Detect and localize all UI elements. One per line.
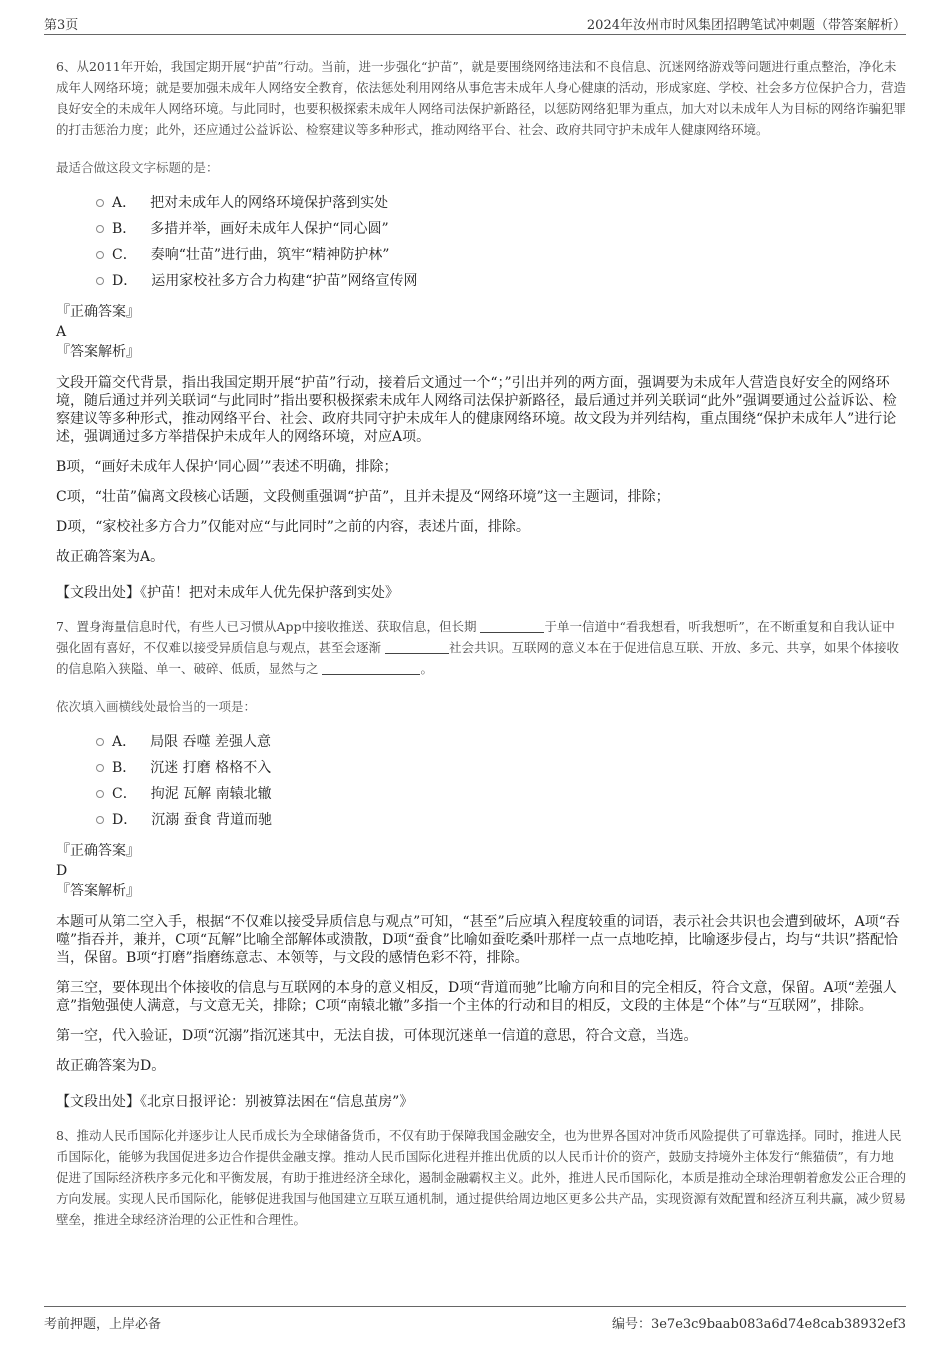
question-6: [56, 56, 906, 602]
document-id: 编号：3e7e3c9baab083a6d74e8cab38932ef3: [611, 1317, 906, 1332]
question-8: [56, 1125, 906, 1230]
radio-icon[interactable]: [96, 199, 104, 207]
option-letter: B．: [112, 221, 137, 237]
option-letter: D．: [112, 273, 138, 289]
analysis-paragraph: 第三空，要体现出个体接收的信息与互联网的本身的意义相反，D项“背道而驰”比喻方向和目的完全相反，符合文意，保留。A项“差强人意”指勉强使人满意，与文意无关，排除；C项“南辕北辙”多指一个主体的行动和目的相反，文段的主体是“个体”与“互联网”，排除。: [56, 980, 897, 1014]
analysis-label: 『答案解析』: [56, 883, 140, 899]
option-letter: B．: [112, 760, 137, 776]
radio-icon[interactable]: [96, 277, 104, 285]
option-letter: A．: [112, 734, 137, 750]
option-d[interactable]: [96, 268, 906, 294]
option-c[interactable]: [96, 242, 906, 268]
question-text-part: 7、置身海量信息时代，有些人已习惯从App中接收推送、获取信息，但长期: [56, 619, 481, 634]
option-letter: C．: [112, 247, 137, 263]
fill-blank: [480, 619, 544, 633]
main-content: [56, 56, 906, 1230]
option-text: 多措并举，画好未成年人保护“同心圆”: [150, 221, 389, 237]
question-text-part: 社会共识。互联网的意义本在于促进信息互联、开放、多元、共享，如果个体接收的信息陷入狭隘、单一、破碎、低质，显然与之: [56, 640, 899, 676]
option-letter: C．: [112, 786, 137, 802]
source-citation: 【文段出处】《护苗！把对未成年人优先保护落到实处》: [56, 585, 399, 601]
option-d[interactable]: [96, 807, 906, 833]
option-c[interactable]: [96, 781, 906, 807]
answer-block: [56, 841, 906, 901]
question-7: [56, 616, 906, 1111]
option-text: 沉溺 蚕食 背道而驰: [151, 812, 273, 828]
page-number: 第3页: [44, 18, 79, 33]
radio-icon[interactable]: [96, 764, 104, 772]
analysis-paragraph: 故正确答案为D。: [56, 1058, 166, 1074]
page-footer: [44, 1306, 906, 1332]
option-text: 沉迷 打磨 格格不入: [150, 760, 272, 776]
question-prompt: 最适合做这段文字标题的是：: [56, 160, 219, 175]
analysis-label: 『答案解析』: [56, 344, 140, 360]
option-text: 把对未成年人的网络环境保护落到实处: [150, 195, 389, 211]
radio-icon[interactable]: [96, 790, 104, 798]
answer-value: A: [56, 324, 67, 340]
question-prompt: 依次填入画横线处最恰当的一项是：: [56, 699, 257, 714]
analysis-paragraph: 文段开篇交代背景，指出我国定期开展“护苗”行动，接着后文通过一个“；”引出并列的两方面，强调要为未成年人营造良好安全的网络环境，随后通过并列关联词“与此同时”指出要积极探索未成年人网络司法保护新路径，最后通过并列关联词“此外”强调要通过公益诉讼、检察建议等多种形式，推动网络平台、社会、政府共同守护未成年人的健康网络环境。故文段为并列结构，重点围绕“保护未成年人”进行论述，强调通过多方举措保护未成年人的网络环境，对应A项。: [56, 375, 897, 445]
option-text: 局限 吞噬 差强人意: [150, 734, 272, 750]
question-text-part: 于单一信道中“看我想看，听我想听”，在不断重复和自我认证中强化固有喜好，不仅难以接受异质信息与观点，甚至会逐渐: [56, 619, 895, 655]
option-b[interactable]: [96, 216, 906, 242]
fill-blank: [385, 640, 449, 654]
analysis-paragraph: 第一空，代入验证，D项“沉溺”指沉迷其中，无法自拔，可体现沉迷单一信道的意思，符合文意，当选。: [56, 1028, 698, 1044]
analysis-paragraph: D项，“家校社多方合力”仅能对应“与此同时”之前的内容，表述片面，排除。: [56, 519, 530, 535]
option-letter: A．: [112, 195, 137, 211]
answer-label: 『正确答案』: [56, 843, 140, 859]
option-letter: D．: [112, 812, 138, 828]
answer-label: 『正确答案』: [56, 304, 140, 320]
question-text: [56, 616, 906, 679]
footer-slogan: 考前押题，上岸必备: [44, 1317, 162, 1332]
option-text: 运用家校社多方合力构建“护苗”网络宣传网: [151, 273, 418, 289]
answer-block: [56, 302, 906, 362]
analysis-paragraph: B项，“画好未成年人保护‘同心圆’”表述不明确，排除；: [56, 459, 398, 475]
option-a[interactable]: [96, 729, 906, 755]
radio-icon[interactable]: [96, 738, 104, 746]
page-header: [44, 12, 906, 35]
question-text: 8、推动人民币国际化并逐步让人民币成长为全球储备货币，不仅有助于保障我国金融安全，也为世界各国对冲货币风险提供了可靠选择。同时，推进人民币国际化，能够为我国促进多边合作提供金融支撑。推动人民币国际化进程并推出优质的以人民币计价的资产，鼓励支持境外主体发行“熊猫债”，有力地促进了国际经济秩序多元化和平衡发展，有助于推进经济全球化，遏制金融霸权主义。此外，推进人民币国际化，本质是推动全球治理朝着愈发公正合理的方向发展。实现人民币国际化，能够促进我国与他国建立互联互通机制，通过提供给周边地区更多公共产品，实现资源有效配置和经济互利共赢，减少贸易壁垒，推进全球经济治理的公正性和合理性。: [56, 1128, 907, 1227]
question-text-part: 。: [420, 661, 433, 676]
document-title: 2024年汝州市时风集团招聘笔试冲刺题（带答案解析）: [586, 18, 906, 33]
radio-icon[interactable]: [96, 251, 104, 259]
option-text: 奏响“壮苗”进行曲，筑牢“精神防护林”: [150, 247, 390, 263]
analysis-paragraph: 故正确答案为A。: [56, 549, 165, 565]
analysis-paragraph: 本题可从第二空入手，根据“不仅难以接受异质信息与观点”可知，“甚至”后应填入程度较重的词语，表示社会共识也会遭到破坏，A项“吞噬”指吞并，兼并，C项“瓦解”比喻全部解体或溃散，D项“蚕食”比喻如蚕吃桑叶那样一点一点地吃掉，比喻逐步侵占，均与“共识”搭配恰当，保留。B项“打磨”指磨练意志、本领等，与文段的感情色彩不符，排除。: [56, 914, 900, 966]
radio-icon[interactable]: [96, 225, 104, 233]
option-list: [96, 729, 906, 833]
option-a[interactable]: [96, 190, 906, 216]
question-text: 6、从2011年开始，我国定期开展“护苗”行动。当前，进一步强化“护苗”，就是要围绕网络违法和不良信息、沉迷网络游戏等问题进行重点整治，净化未成年人网络环境；就是要加强未成年人网络安全教育，依法惩处利用网络从事危害未成年人身心健康的活动，形成家庭、学校、社会多方位保护合力，营造良好安全的未成年人网络环境。与此同时，也要积极探索未成年人网络司法保护新路径，以惩防网络犯罪为重点，加大对以未成年人为目标的网络诈骗犯罪的打击惩治力度；此外，还应通过公益诉讼、检察建议等多种形式，推动网络平台、社会、政府共同守护未成年人健康网络环境。: [56, 59, 907, 137]
radio-icon[interactable]: [96, 816, 104, 824]
answer-value: D: [56, 863, 68, 879]
option-text: 拘泥 瓦解 南辕北辙: [150, 786, 272, 802]
option-b[interactable]: [96, 755, 906, 781]
option-list: [96, 190, 906, 294]
fill-blank: [322, 661, 420, 675]
analysis-paragraph: C项，“壮苗”偏离文段核心话题，文段侧重强调“护苗”，且并未提及“网络环境”这一主题词，排除；: [56, 489, 670, 505]
source-citation: 【文段出处】《北京日报评论：别被算法困在“信息茧房”》: [56, 1094, 414, 1110]
